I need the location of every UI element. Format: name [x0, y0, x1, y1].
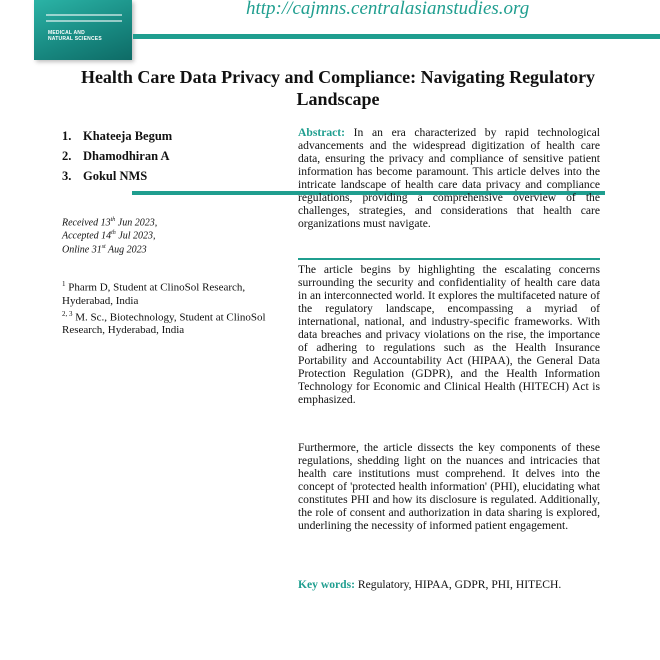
header-divider	[133, 34, 660, 39]
keywords-text: Regulatory, HIPAA, GDPR, PHI, HITECH.	[355, 578, 562, 591]
cover-title: MEDICAL AND NATURAL SCIENCES	[48, 30, 102, 42]
author-name: Khateeja Begum	[83, 129, 173, 143]
author-item: 1. Khateeja Begum	[62, 129, 173, 143]
publication-dates	[62, 215, 157, 255]
accepted-date: Accepted 14th Jul 2023,	[62, 230, 156, 242]
abstract-paragraph	[298, 126, 600, 230]
journal-cover-thumbnail	[34, 0, 132, 60]
author-item: 2. Dhamodhiran A	[62, 149, 170, 163]
author-item: 3. Gokul NMS	[62, 169, 148, 183]
body-paragraph-3: Furthermore, the article dissects the key components of these regulations, shedding light on the nuances and intricacies that health care institutions must comprehend. It delves into the concept of 'protected health information' (PHI), elucidating what constitutes PHI and how its disclosure is regulated. Additionally, the role of consent and authorization in data sharing is explored, underlining the necessity of informed patient engagement.	[298, 441, 600, 532]
page-title: Health Care Data Privacy and Compliance: Navigating Regulatory Landscape	[80, 67, 596, 109]
author-name: Dhamodhiran A	[83, 149, 170, 163]
journal-url-link[interactable]: http://cajmns.centralasianstudies.org	[246, 0, 530, 19]
abstract-bottom-divider	[298, 258, 600, 260]
abstract-label: Abstract:	[298, 126, 346, 139]
abstract-text: In an era characterized by rapid technological advancements and the widespread digitization of health care data, ensuring the privacy and compliance of sensitive patient information has become paramount. This article delves into the intricate landscape of health care data privacy and compliance regulations, providing a comprehensive overview of the challenges, strategies, and considerations that health care organizations must navigate.	[298, 126, 600, 230]
affiliations	[62, 278, 282, 337]
cover-decoration	[46, 14, 122, 16]
affiliation-item: $^{2, 3}$ M. Sc., Biotechnology, Student at ClinoSol Research, Hyderabad, India	[62, 309, 266, 337]
online-date: Online 31st Aug 2023	[62, 243, 147, 255]
cover-decoration	[46, 20, 122, 22]
keywords-section	[298, 578, 600, 591]
body-paragraph-2: The article begins by highlighting the escalating concerns surrounding the security and confidentiality of health care data in an interconnected world. It explores the multifaceted nature of the regulatory landscape, encompassing a myriad of international, national, and industry-specific frameworks. With data breaches and privacy violations on the rise, the importance of adhering to regulations such as the Health Insurance Portability and Accountability Act (HIPAA), the General Data Protection Regulation (GDPR), and the Health Information Technology for Economic and Clinical Health (HITECH) Act is emphasized.	[298, 263, 600, 406]
received-date: Received 13th Jun 2023,	[62, 217, 158, 229]
affiliation-item: $^1$ Pharm D, Student at ClinoSol Research, Hyderabad, India	[62, 280, 246, 307]
keywords-label: Key words:	[298, 578, 355, 591]
author-list	[62, 126, 172, 186]
author-name: Gokul NMS	[83, 169, 148, 183]
